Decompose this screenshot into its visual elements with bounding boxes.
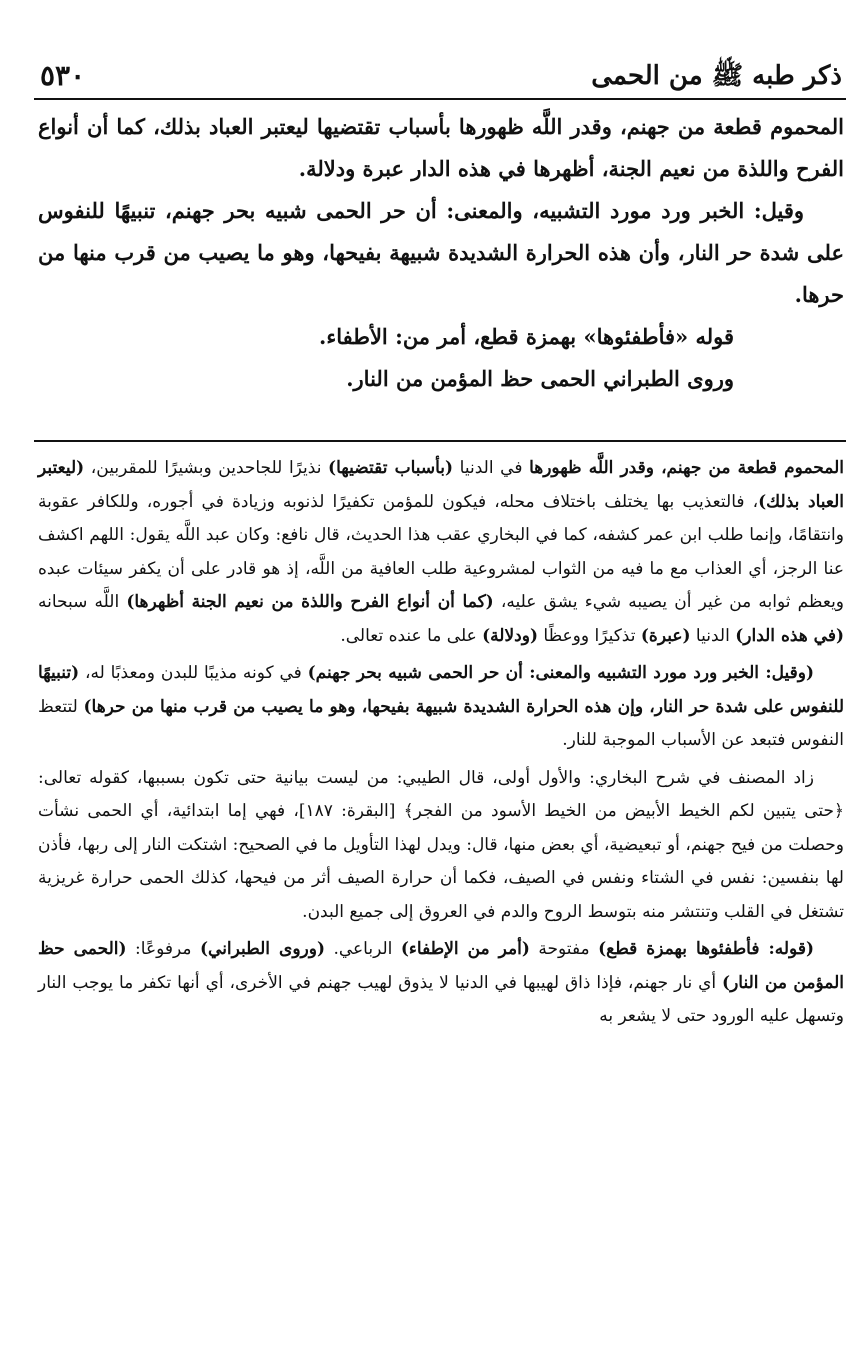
main-text-block xyxy=(38,106,844,400)
quoted-text: (الحمى حظ المؤمن من النار) xyxy=(38,939,844,993)
quoted-text: (ليعتبر العباد بذلك) xyxy=(38,458,844,512)
commentary-paragraph xyxy=(38,933,844,1034)
commentary-text: تذكيرًا ووعظًا xyxy=(537,625,641,646)
header-rule xyxy=(34,98,846,100)
commentary-text: في كونه مذيبًا للبدن ومعذبًا له، xyxy=(79,663,308,683)
commentary-text: أي نار جهنم، فإذا ذاق لهيبها في الدنيا لا يذوق لهيب جهنم في الأخرى، أي أنها تكفر ما يوجب النار وتسهل عليه الورود حتى لا يشعر به xyxy=(38,972,844,1026)
commentary-text: على ما عنده تعالى. xyxy=(340,625,483,646)
main-paragraph: وقيل: الخبر ورد مورد التشبيه، والمعنى: أن حر الحمى شبيه بحر جهنم، تنبيهًا للنفوس على شدة حر النار، وأن هذه الحرارة الشديدة شبيهة بفيحها، وهو ما يصيب من قرب منها من حرها. xyxy=(38,198,844,307)
main-paragraph: قوله «فأطفئوها» بهمزة قطع، أمر من: الأطفاء. xyxy=(319,324,734,349)
main-paragraph: المحموم قطعة من جهنم، وقدر اللَّه ظهورها بأسباب تقتضيها ليعتبر العباد بذلك، كما أن أنواع الفرح واللذة من نعيم الجنة، أظهرها في هذه الدار عبرة ودلالة. xyxy=(38,114,844,181)
quoted-text: (بأسباب تقتضيها) xyxy=(328,458,454,478)
section-divider xyxy=(34,440,846,442)
main-paragraph: وروى الطبراني الحمى حظ المؤمن من النار. xyxy=(346,366,734,391)
commentary-paragraph xyxy=(38,452,844,653)
quoted-text: المحموم قطعة من جهنم، وقدر اللَّه ظهورها xyxy=(529,458,844,478)
quoted-text: (وروى الطبراني) xyxy=(199,939,325,959)
commentary-text: الرباعي. xyxy=(324,939,401,959)
commentary-text: الدنيا xyxy=(690,625,736,646)
commentary-text: مفتوحة xyxy=(529,939,599,959)
quoted-text: (كما أن أنواع الفرح واللذة من نعيم الجنة أظهرها) xyxy=(126,592,494,612)
running-title: ذكر طبه ﷺ من الحمى xyxy=(591,61,842,91)
quoted-text: (عبرة) xyxy=(640,625,691,646)
commentary-block xyxy=(38,452,844,1038)
commentary-paragraph xyxy=(38,657,844,758)
commentary-text: لتتعظ النفوس فتبعد عن الأسباب الموجبة للنار. xyxy=(38,696,844,750)
page-header xyxy=(34,52,846,102)
quoted-text: (أمر من الإطفاء) xyxy=(400,939,530,959)
quoted-text: (وقيل: الخبر ورد مورد التشبيه والمعنى: أن حر الحمى شبيه بحر جهنم) xyxy=(307,663,814,683)
commentary-text: اللَّه سبحانه xyxy=(38,592,127,612)
page-number: ٥٣٠ xyxy=(40,59,86,92)
commentary-paragraph: زاد المصنف في شرح البخاري: والأول أولى، قال الطيبي: من ليست بيانية حتى تكون بسببها، كقوله تعالى: ﴿حتى يتبين لكم الخيط الأبيض من الخيط الأسود من الفجر﴾ [البقرة: ١٨٧]، فهي إما ابتدائية، أي الحمى نشأت وحصلت من فيح جهنم، أو تبعيضية، أي بعض منها، قال: ويدل لهذا التأويل ما في الصحيح: اشتكت النار إلى ربها، فأذن لها بنفسين: نفس في الشتاء ونفس في الصيف، فكما أن حرارة الصيف أثر من فيحها، كذلك الحمى حرارة غريزية تشتغل في القلب وتنتشر منه بتوسط الروح والدم في العروق إلى جميع البدن. xyxy=(38,767,844,922)
quoted-text: (قوله: فأطفئوها بهمزة قطع) xyxy=(598,939,814,959)
commentary-text: ، فالتعذيب بها يختلف باختلاف محله، فيكون للمؤمن تكفيرًا لذنوبه وزيادة في أجوره، وللكافر عقوبة وانتقامًا، وإنما طلب ابن عمر كشفه، كما في البخاري عقب هذا الحديث، قال نافع: وكان عبد اللَّه يقول: اللهم اكشف عنا الرجز، أي العذاب مع ما فيه من الثواب لمشروعية طلب العافية من اللَّه، إذ هو قادر على أن يكفر سيئات عبده ويعظم ثوابه من غير أن يصيبه شيء يشق عليه، xyxy=(38,491,845,612)
commentary-text: في الدنيا xyxy=(453,458,530,478)
quoted-text: (في هذه الدار) xyxy=(735,625,844,646)
commentary-text: نذيرًا للجاحدين وبشيرًا للمقربين، xyxy=(84,458,329,478)
quoted-text: (تنبيهًا للنفوس على شدة حر النار، وإن هذه الحرارة الشديدة شبيهة بفيحها، وهو ما يصيب من قرب منها من حرها) xyxy=(38,663,844,717)
commentary-text: مرفوعًا: xyxy=(126,939,200,959)
quoted-text: (ودلالة) xyxy=(482,625,538,646)
